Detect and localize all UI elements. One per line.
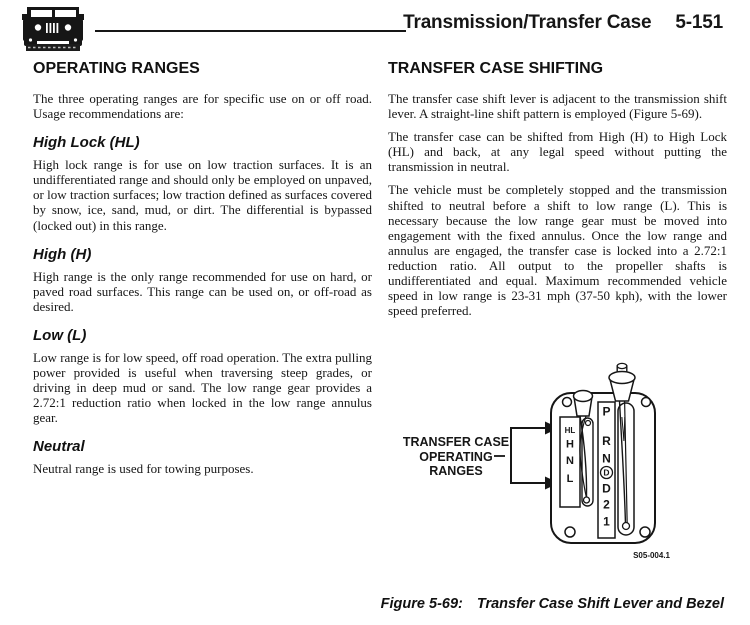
right-column [388,60,727,318]
range-label-l: L [566,473,574,485]
figure-caption-title: Transfer Case Shift Lever and Bezel [476,596,724,612]
high-lock-paragraph: High lock range is for use on low traction surfaces. It is an undifferentiated range and should only be employed on unpaved, or low traction surfaces; low traction defined as surfaces covered by snow, ice, sand, mud, or dirt. The differential is bypassed (locked out) in this range. [33,157,372,233]
callout-line-1: TRANSFER CASE [402,435,510,449]
bezel-screw-hole [565,527,575,537]
gear-label-d-circled: D [603,467,610,478]
callout-transfer-case-operating-ranges [403,422,559,490]
page-title: Transmission/Transfer Case [403,12,652,33]
heading-neutral: Neutral [33,438,85,456]
gear-label-1: 1 [603,514,610,529]
range-label-hl: HL [564,426,576,435]
gear-label-r: R [602,434,611,448]
page-header [403,12,723,34]
range-label-h: H [566,438,574,451]
shifting-paragraph-1: The transfer case shift lever is adjacent to the transmission shift lever. A straight-line shift pattern is employed (Figure 5-69). [388,91,727,122]
bezel-screw-hole [640,527,650,537]
drawing-number: S05-004.1 [633,551,670,560]
heading-high: High (H) [33,245,92,263]
figure-caption-label: Figure 5-69: [380,596,463,612]
shifting-paragraph-2: The transfer case can be shifted from High (H) to High Lock (HL) and back, at any legal speed without putting the transmission in neutral. [388,129,727,175]
shifting-paragraph-3: The vehicle must be completely stopped and the transmission shifted to neutral before a shift to low range (L). This is necessary because the low range gear must be moved into engagement with the fixed annulus. Once the low range and annulus are engaged, the transfer case is locked into a 2.72:1 reduction ratio. All output to the propeller shafts is undifferentiated and equal. Maximum recommended vehicle speed in low range is 23-31 mph (37-50 kph), with the lower speed preferred. [388,182,727,319]
bezel-screw-hole [642,398,651,407]
heading-high-lock: High Lock (HL) [33,134,140,152]
bezel-screw-hole [563,398,572,407]
heading-transfer-case-shifting: TRANSFER CASE SHIFTING [388,60,604,77]
gear-label-2: 2 [603,497,610,512]
gear-label-d: D [602,481,611,496]
callout-line-3: RANGES [429,464,483,478]
shift-pattern-strip [598,402,615,538]
range-label-n: N [566,455,574,467]
gear-label-p: P [602,404,611,419]
high-paragraph: High range is the only range recommended for use on hard, or paved road surfaces. This range can be used on, or off-road as desired. [33,268,372,314]
heading-low: Low (L) [33,326,87,344]
figure-shift-lever-diagram [388,345,730,570]
gear-label-n: N [602,451,611,466]
left-column [33,60,372,477]
callout-line-2: OPERATING [419,450,493,464]
header-rule [95,30,406,32]
transfer-range-strip [560,417,580,507]
operating-ranges-intro: The three operating ranges are for specific use on or off road. Usage recommendations are: [33,91,372,122]
neutral-paragraph: Neutral range is used for towing purposes. [33,461,254,477]
figure-caption [381,596,724,612]
jeep-icon [22,6,88,52]
low-paragraph: Low range is for low speed, off road operation. The extra pulling power provided is useful when traversing steep grades, or driving in deep mud or sand. The low range gear provides a 2.72:1 reduction ratio when locked in the low range annulus gear. [33,349,372,426]
heading-operating-ranges: OPERATING RANGES [33,60,200,77]
transfer-lever-slot [582,418,593,506]
page-number: 5-151 [675,12,723,33]
